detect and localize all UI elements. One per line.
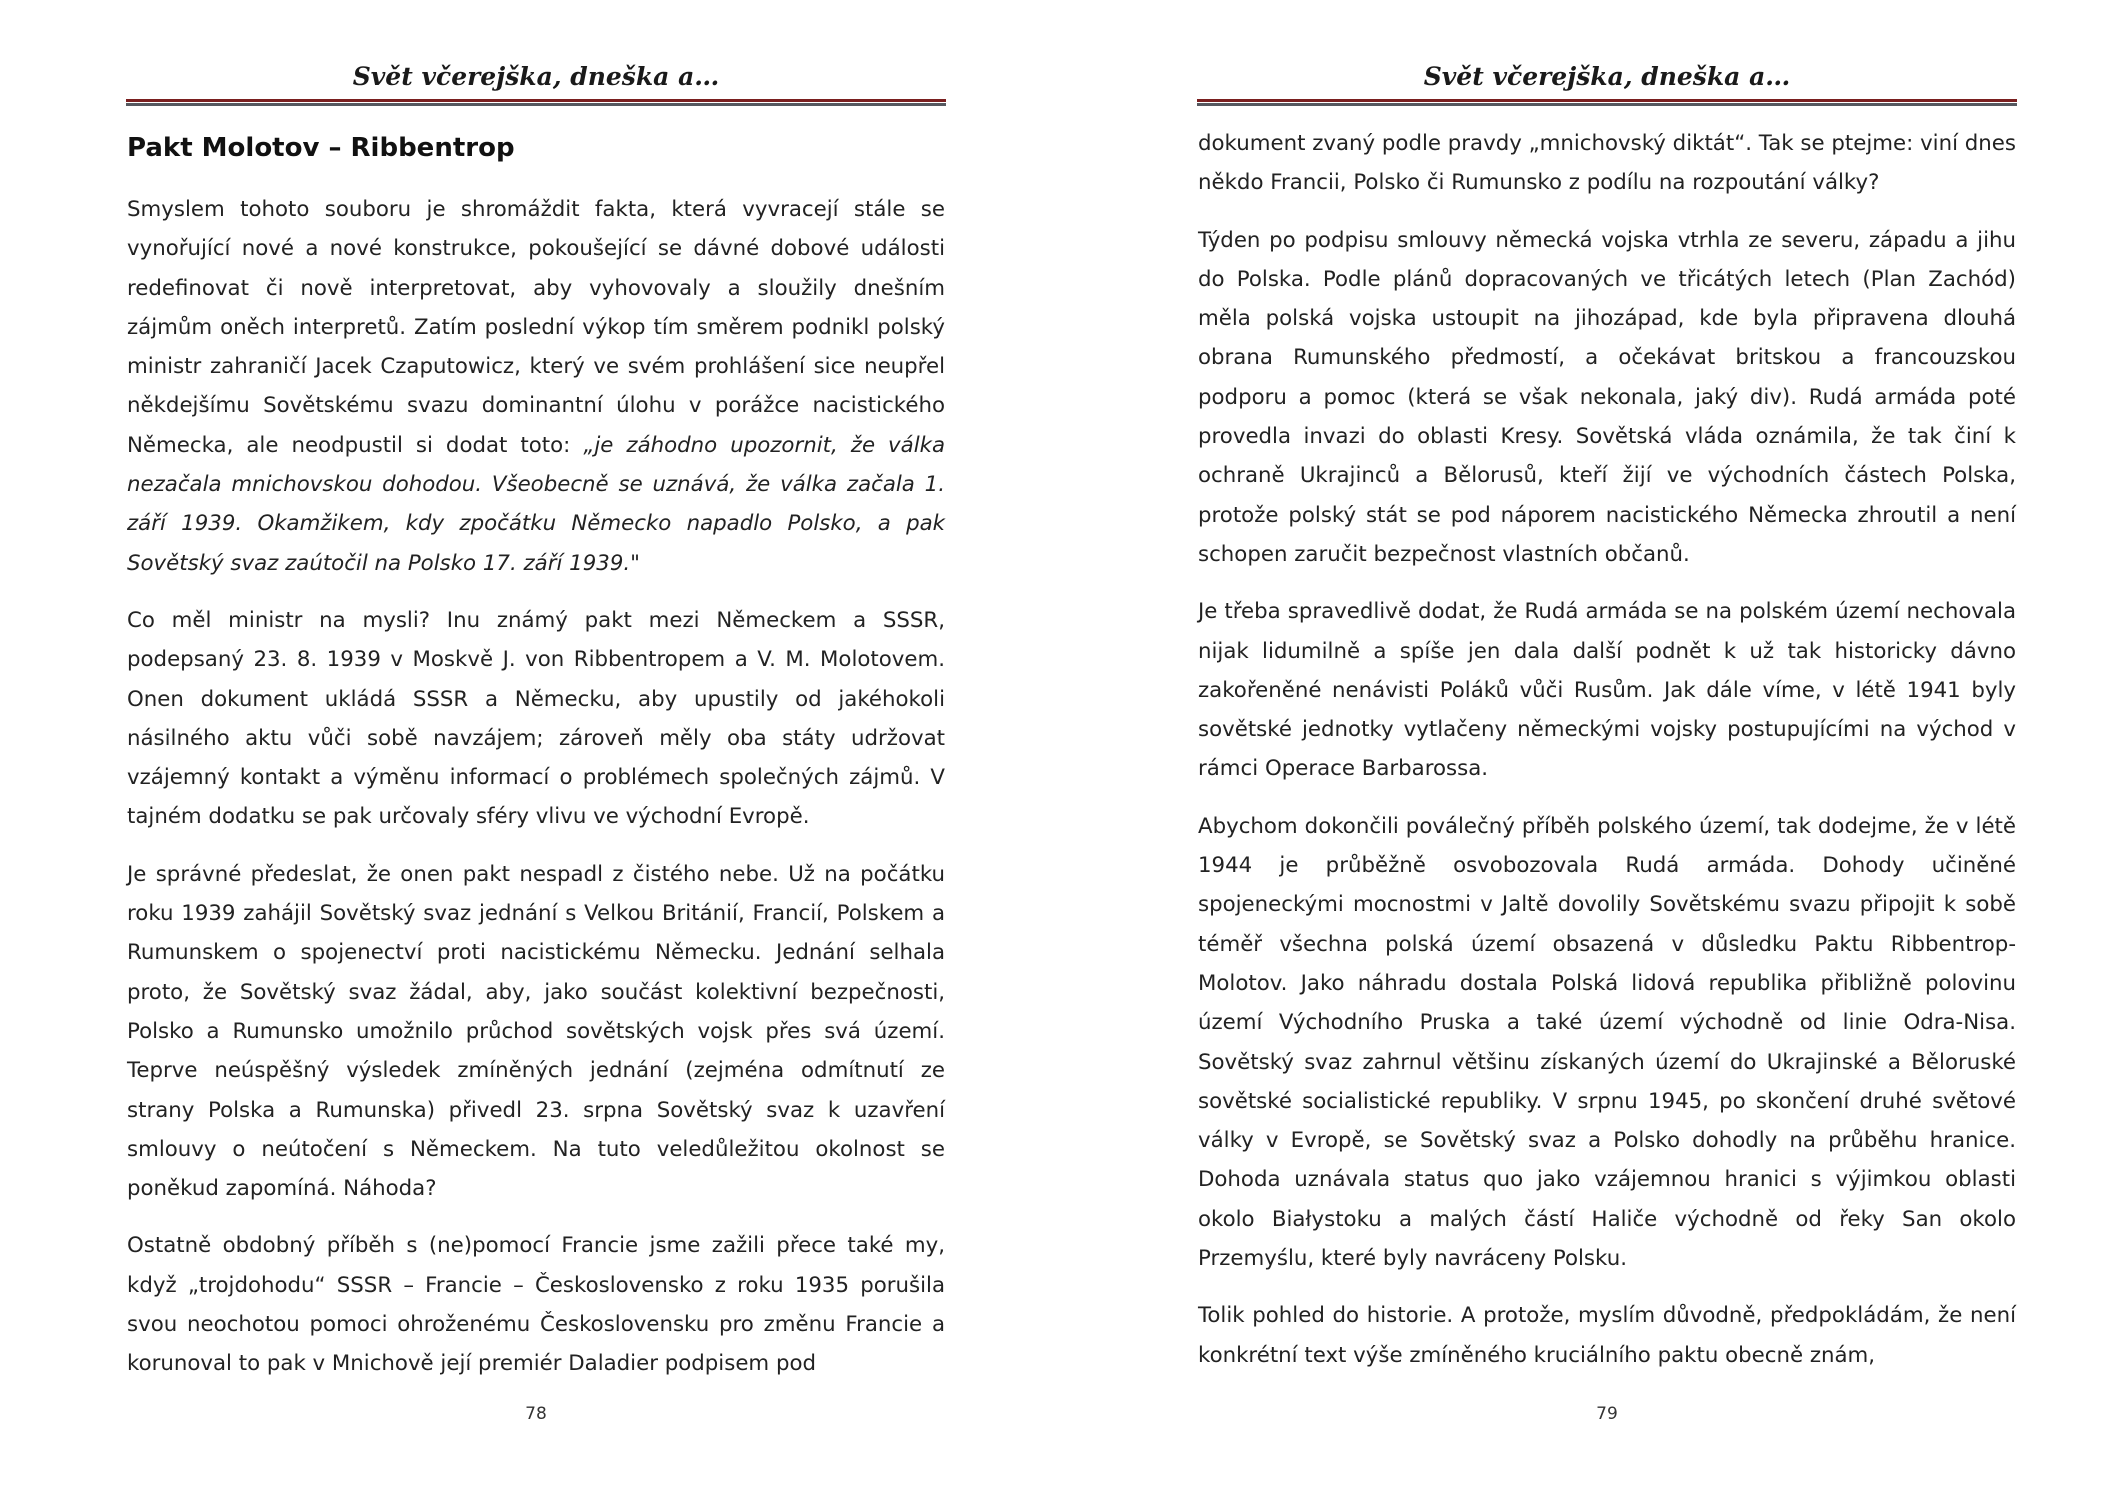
left-page [126,0,946,1500]
running-header: Svět včerejška, dneška a… [352,62,720,91]
paragraph: Tolik pohled do historie. A protože, myslím důvodně, předpokládám, že není konkrétní text výše zmíněného kruciálního paktu obecně znám, [1198,1303,2016,1368]
right-page-content [1198,124,2016,1393]
right-page [1197,0,2017,1500]
header-rule [126,99,946,106]
paragraph-text: Smyslem tohoto souboru je shromáždit fakta, která vyvracejí stále se vynořující nové a nové konstrukce, pokoušející se dávné dobové události redefinovat či nově interpretovat, aby vyhovovaly a sloužily dnešním zájmům oněch interpretů. Zatím poslední výkop tím směrem podnikl polský ministr zahraničí Jacek Czaputowicz, který ve svém prohlášení sice neupřel někdejšímu Sovětskému svazu dominantní úlohu v porážce nacistického Německa, ale neodpustil si dodat toto: [127,197,945,458]
section-title: Pakt Molotov – Ribbentrop [127,133,515,163]
paragraph: Ostatně obdobný příběh s (ne)pomocí Francie jsme zažili přece také my, když „trojdohodu“ SSSR – Francie – Československo z roku 1935 porušila svou neochotou pomoci ohroženému Československu pro změnu Francie a korunoval to pak v Mnichově její premiér Daladier podpisem pod [127,1233,945,1377]
paragraph [127,190,945,583]
minister-quote: „je záhodno upozornit, že válka nezačala mnichovskou dohodou. Všeobecně se uznává, že válka začala 1. září 1939. Okamžikem, kdy zpočátku Německo napadlo Polsko, a pak Sovětský svaz zaútočil na Polsko 17. září 1939." [127,432,946,576]
paragraph: Týden po podpisu smlouvy německá vojska vtrhla ze severu, západu a jihu do Polska. Podle plánů dopracovaných ve třicátých letech (Plan Zachód) měla polská vojska ustoupit na jihozápad, kde byla připravena dlouhá obrana Rumunského předmostí, a očekávat britskou a francouzskou podporu a pomoc (která se však nekonala, jaký div). Rudá armáda poté provedla invazi do oblasti Kresy. Sovětská vláda oznámila, že tak činí k ochraně Ukrajinců a Bělorusů, kteří žijí ve východních částech Polska, protože polský stát se pod náporem nacistického Německa zhroutil a není schopen zaručit bezpečnost vlastních občanů. [1198,227,2016,567]
page-number: 78 [525,1404,547,1424]
paragraph: Abychom dokončili poválečný příběh polského území, tak dodejme, že v létě 1944 je průběžně osvobozovala Rudá armáda. Dohody učiněné spojeneckými mocnostmi v Jaltě dovolily Sovětskému svazu připojit k sobě téměř všechna polská území obsazená v důsledku Paktu Ribbentrop-Molotov. Jako náhradu dostala Polská lidová republika přibližně polovinu území Východního Pruska a také území východně od linie Odra-Nisa. Sovětský svaz zahrnul většinu získaných území do Ukrajinské a Běloruské sovětské socialistické republiky. V srpnu 1945, po skončení druhé světové války v Evropě, se Sovětský svaz a Polsko dohodly na průběhu hranice. Dohoda uznávala status quo jako vzájemnou hranici s výjimkou oblasti okolo Białystoku a malých částí Haliče východně od řeky San okolo Przemyślu, které byly navráceny Polsku. [1198,813,2016,1272]
paragraph: Co měl ministr na mysli? Inu známý pakt mezi Německem a SSSR, podepsaný 23. 8. 1939 v Moskvě J. von Ribbentropem a V. M. Molotovem. Onen dokument ukládá SSSR a Německu, aby upustily od jakéhokoli násilného aktu vůči sobě navzájem; zároveň měly oba státy udržovat vzájemný kontakt a výměnu informací o problémech společných zájmů. V tajném dodatku se pak určovaly sféry vlivu ve východní Evropě. [127,607,945,830]
page-number: 79 [1596,1404,1618,1424]
paragraph: dokument zvaný podle pravdy „mnichovský diktát“. Tak se ptejme: viní dnes někdo Francii, Polsko či Rumunsko z podílu na rozpoutání války? [1198,131,2016,196]
running-header: Svět včerejška, dneška a… [1423,62,1791,91]
paragraph: Je správné předeslat, že onen pakt nespadl z čistého nebe. Už na počátku roku 1939 zahájil Sovětský svaz jednání s Velkou Británií, Francií, Polskem a Rumunskem o spojenectví proti nacistickému Německu. Jednání selhala proto, že Sovětský svaz žádal, aby, jako součást kolektivní bezpečnosti, Polsko a Rumunsko umožnilo průchod sovětských vojsk přes svá území. Teprve neúspěšný výsledek zmíněných jednání (zejména odmítnutí ze strany Polska a Rumunska) přivedl 23. srpna Sovětský svaz k uzavření smlouvy o neútočení s Německem. Na tuto veledůležitou okolnost se poněkud zapomíná. Náhoda? [127,861,945,1202]
paragraph: Je třeba spravedlivě dodat, že Rudá armáda se na polském území nechovala nijak lidumilně a spíše jen dala další podnět k už tak historicky dávno zakořeněné nenávisti Poláků vůči Rusům. Jak dále víme, v létě 1941 byly sovětské jednotky vytlačeny německými vojsky postupujícími na východ v rámci Operace Barbarossa. [1198,599,2016,782]
header-rule [1197,99,2017,106]
left-page-content [127,126,945,1402]
